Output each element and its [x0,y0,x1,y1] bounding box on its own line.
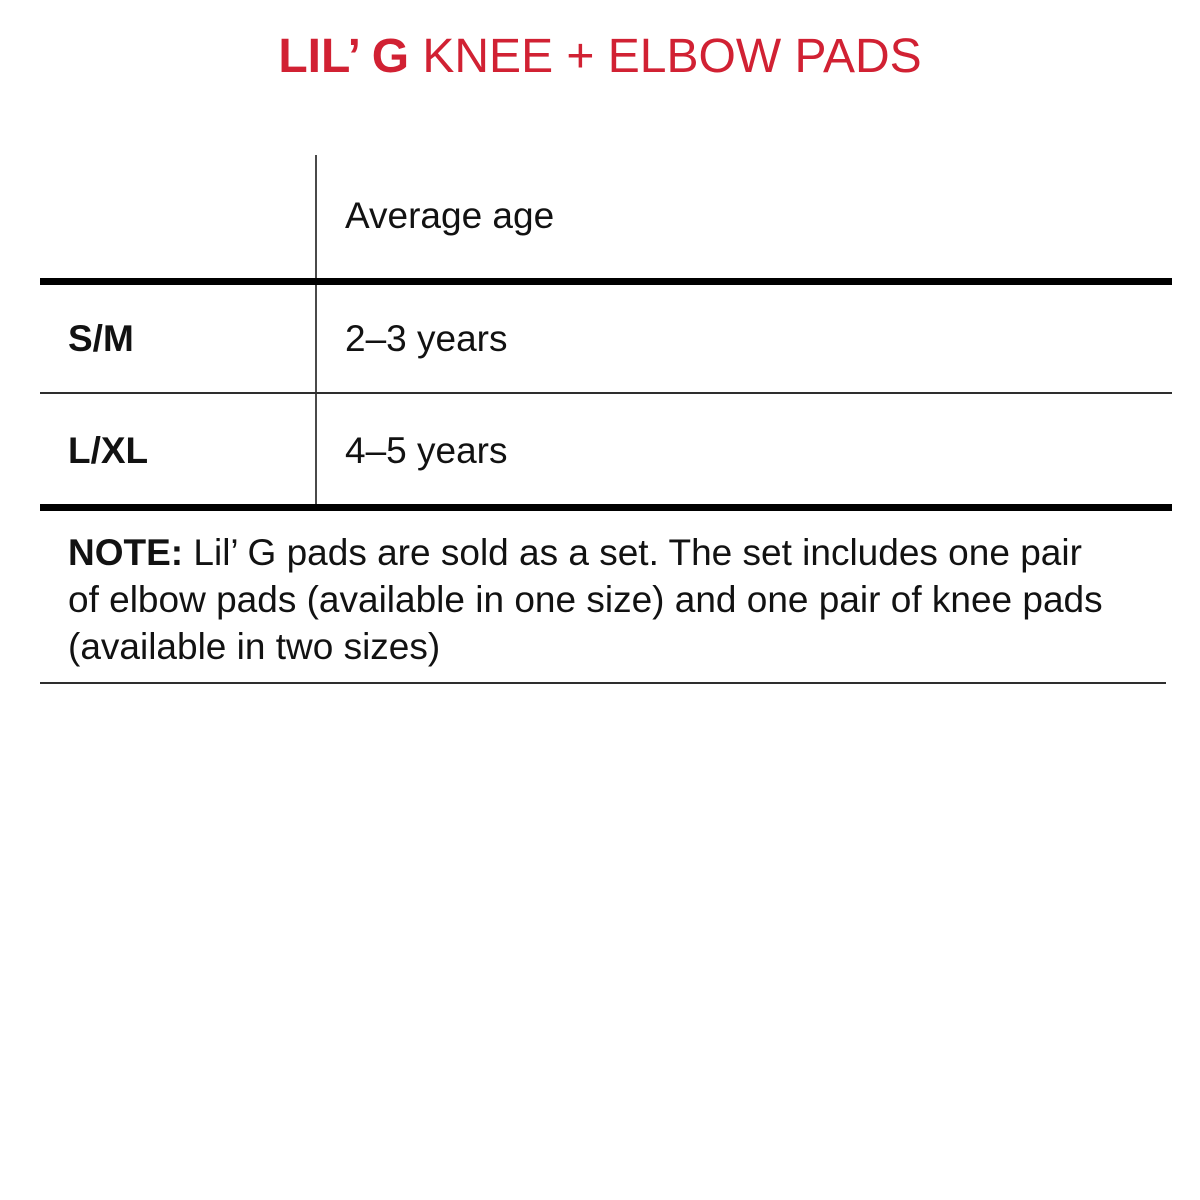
row-size-label: S/M [68,318,134,359]
note-line: (available in two sizes) [68,626,441,667]
table-rule-header [40,278,1172,285]
note-line [68,529,1158,576]
table-rule-row-divider [40,392,1172,394]
row-age-value: 4–5 years [345,430,508,471]
table-column-divider [315,155,317,506]
footer-rule [40,682,1166,684]
row-size-label: L/XL [68,430,149,471]
note-label: NOTE: [68,532,184,573]
column-header-average-age: Average age [345,195,555,236]
page-title [0,32,1200,82]
title-product: KNEE + ELBOW PADS [422,30,922,83]
table-rule-bottom [40,504,1172,511]
row-age-value: 2–3 years [345,318,508,359]
note-text: Lil’ G pads are sold as a set. The set includes one pair [193,532,1082,573]
note-line: of elbow pads (available in one size) and one pair of knee pads [68,579,1103,620]
title-brand: LIL’ G [278,30,410,83]
note-paragraph [68,529,1158,670]
